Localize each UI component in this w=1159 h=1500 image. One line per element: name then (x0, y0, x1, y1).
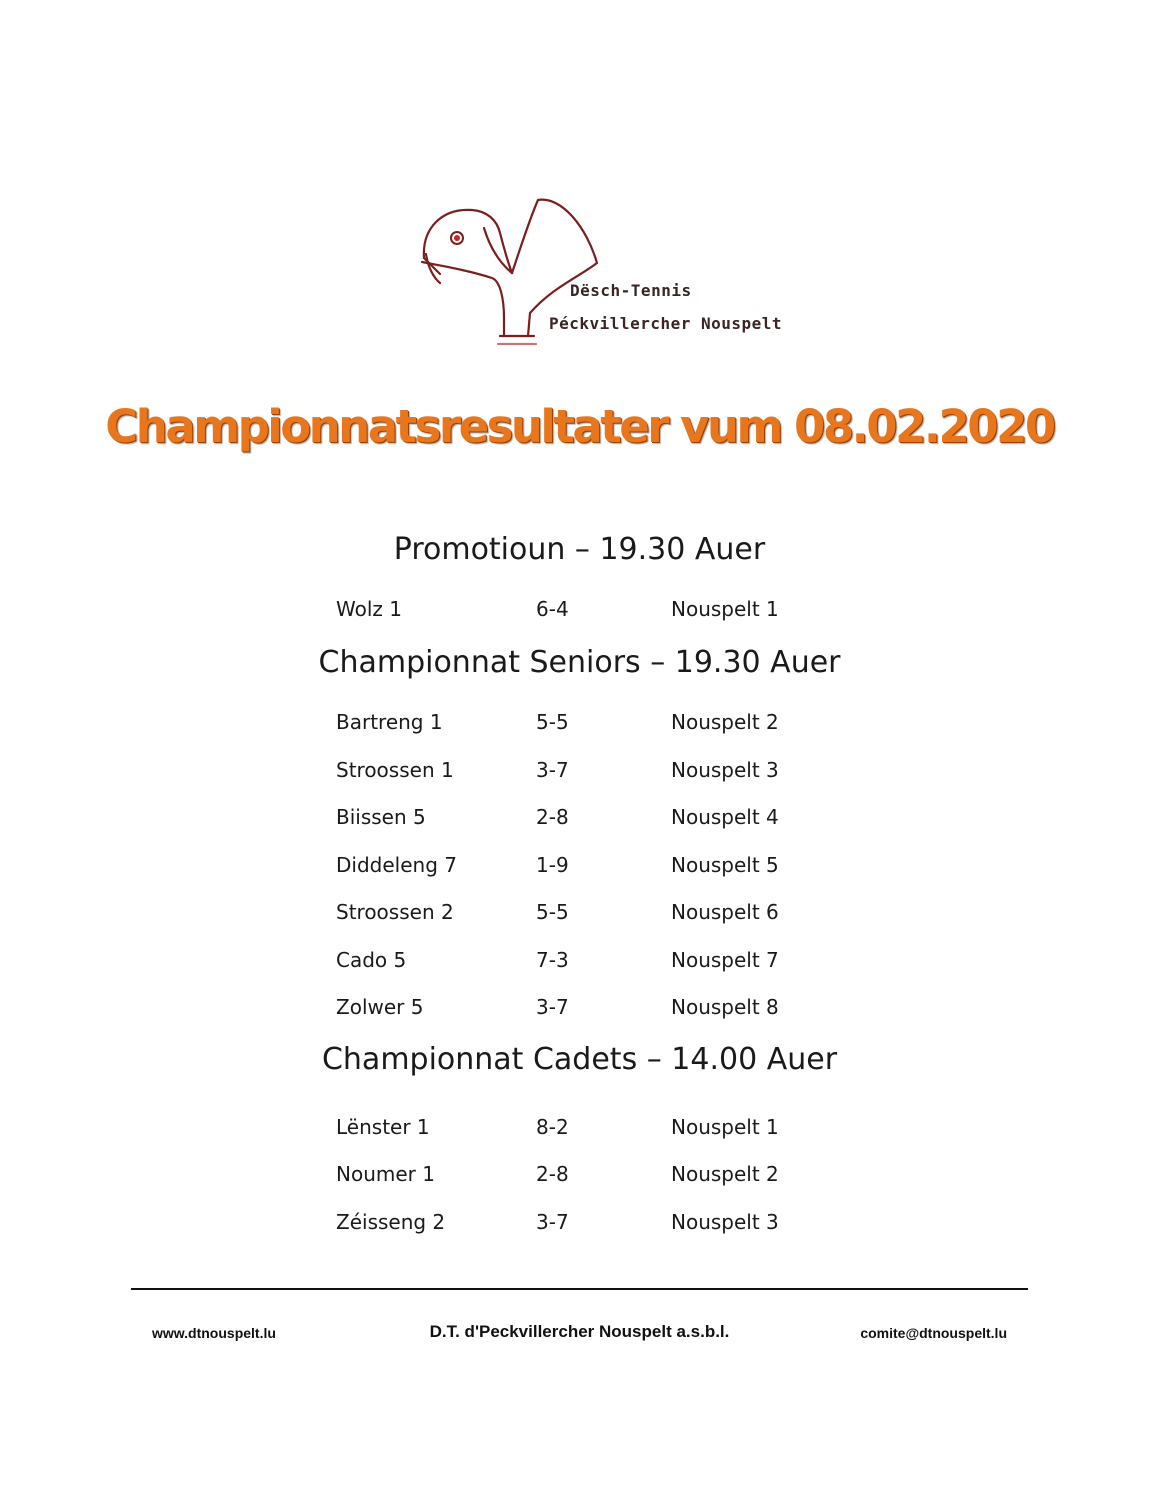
home-team: Bartreng 1 (336, 710, 443, 734)
home-team: Lënster 1 (336, 1115, 430, 1139)
away-team: Nouspelt 1 (671, 1115, 779, 1139)
match-row (0, 597, 1159, 623)
away-team: Nouspelt 1 (671, 597, 779, 621)
footer-divider (131, 1288, 1028, 1290)
section-heading-cadets: Championnat Cadets – 14.00 Auer (321, 1042, 838, 1077)
match-score: 1-9 (536, 853, 569, 877)
match-row (0, 948, 1159, 974)
match-row (0, 1162, 1159, 1188)
home-team: Stroossen 2 (336, 900, 454, 924)
away-team: Nouspelt 2 (671, 1162, 779, 1186)
match-row (0, 900, 1159, 926)
home-team: Noumer 1 (336, 1162, 435, 1186)
logo-text-line2: Péckvillercher Nouspelt (549, 314, 783, 333)
match-score: 3-7 (536, 758, 569, 782)
away-team: Nouspelt 5 (671, 853, 779, 877)
club-logo (412, 188, 783, 358)
home-team: Wolz 1 (336, 597, 402, 621)
away-team: Nouspelt 8 (671, 995, 779, 1019)
match-score: 2-8 (536, 1162, 569, 1186)
match-row (0, 805, 1159, 831)
away-team: Nouspelt 7 (671, 948, 779, 972)
footer-organization: D.T. d'Peckvillercher Nouspelt a.s.b.l. (429, 1322, 730, 1341)
match-score: 5-5 (536, 900, 569, 924)
match-row (0, 1115, 1159, 1141)
section-heading-seniors: Championnat Seniors – 19.30 Auer (318, 645, 841, 680)
match-row (0, 758, 1159, 784)
away-team: Nouspelt 3 (671, 758, 779, 782)
logo-text-line1: Dësch-Tennis (570, 281, 692, 300)
home-team: Zéisseng 2 (336, 1210, 446, 1234)
match-score: 2-8 (536, 805, 569, 829)
match-row (0, 995, 1159, 1021)
away-team: Nouspelt 3 (671, 1210, 779, 1234)
footer-website: www.dtnouspelt.lu (152, 1325, 276, 1341)
away-team: Nouspelt 4 (671, 805, 779, 829)
home-team: Cado 5 (336, 948, 407, 972)
home-team: Diddeleng 7 (336, 853, 457, 877)
match-row (0, 853, 1159, 879)
match-row (0, 710, 1159, 736)
document-title: Championnatsresultater vum 08.02.2020 (105, 400, 1054, 453)
section-heading-promotioun: Promotioun – 19.30 Auer (393, 532, 766, 567)
footer-email: comite@dtnouspelt.lu (860, 1325, 1007, 1341)
match-score: 6-4 (536, 597, 569, 621)
match-score: 5-5 (536, 710, 569, 734)
home-team: Biissen 5 (336, 805, 426, 829)
match-score: 3-7 (536, 1210, 569, 1234)
match-score: 3-7 (536, 995, 569, 1019)
match-score: 8-2 (536, 1115, 569, 1139)
away-team: Nouspelt 6 (671, 900, 779, 924)
match-score: 7-3 (536, 948, 569, 972)
home-team: Zolwer 5 (336, 995, 424, 1019)
home-team: Stroossen 1 (336, 758, 454, 782)
away-team: Nouspelt 2 (671, 710, 779, 734)
match-row (0, 1210, 1159, 1236)
